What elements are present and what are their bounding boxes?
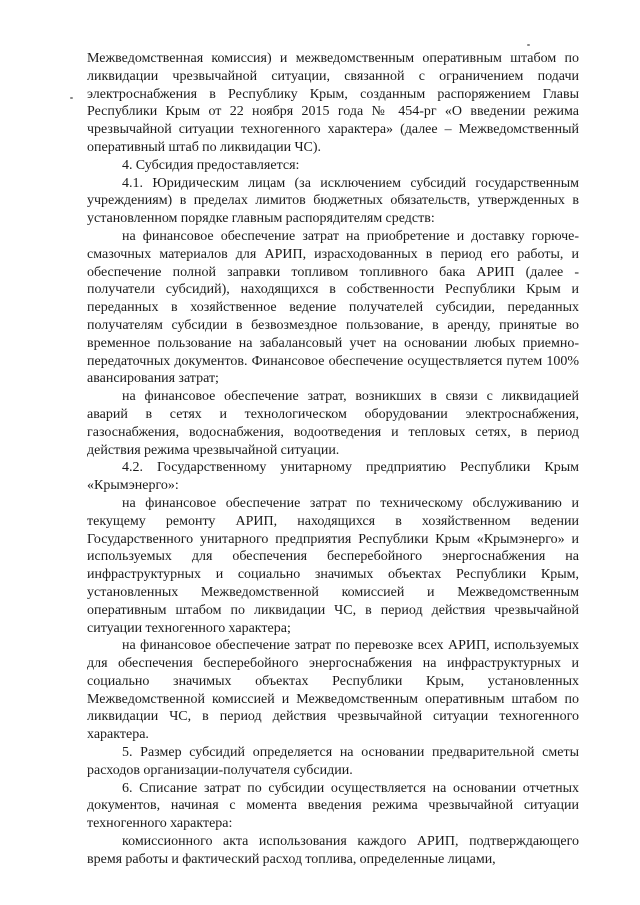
- paragraph-fuel-costs: на финансовое обеспечение затрат на приобретение и доставку горюче-смазочных материалов для АРИП, израсходованных в период его работы, и обеспечение полной заправки топливом топливного бака АРИП (далее - получатели субсидий), находящихся в собственности Республики Крым и переданных в хозяйственное ведение получателей субсидии, переданных получателям субсидии в безвозмездное пользование, в аренду, принятые во временное пользование на забалансовый учет на основании любых приемно-передаточных документов. Финансовое обеспечение осуществляется путем 100% авансирования затрат;: [87, 228, 579, 387]
- paragraph-accident-costs: на финансовое обеспечение затрат, возникших в связи с ликвидацией аварий в сетях и технологическом оборудовании электроснабжения, газоснабжения, водоснабжения, водоотведения и тепловых сетях, в период действия режима чрезвычайной ситуации.: [87, 389, 579, 458]
- paragraph-section-4-2: 4.2. Государственному унитарному предприятию Республики Крым «Крымэнерго»:: [87, 460, 579, 494]
- paragraph-commission-continuation: Межведомственная комиссия) и межведомственным оперативным штабом по ликвидации чрезвычайной ситуации, связанной с ограничением подачи электроснабжения в Республику Крым, созданным распоряжением Главы Республики Крым от 22 ноября 2015 года № 454-рг «О введении режима чрезвычайной ситуации техногенного характера» (далее – Межведомственный оперативный штаб по ликвидации ЧС).: [87, 51, 579, 155]
- paragraph-commission-act: комиссионного акта использования каждого АРИП, подтверждающего время работы и фактический расход топлива, определенные лицами,: [87, 834, 579, 867]
- paragraph-section-6: 6. Списание затрат по субсидии осуществляется на основании отчетных документов, начиная с момента введения режима чрезвычайной ситуации техногенного характера:: [87, 780, 579, 832]
- paragraph-section-5: 5. Размер субсидий определяется на основании предварительной сметы расходов организации-получателя субсидии.: [87, 745, 579, 778]
- paragraph-maintenance-costs: на финансовое обеспечение затрат по техническому обслуживанию и текущему ремонту АРИП, находящихся в хозяйственном ведении Государственного унитарного предприятия Республики Крым «Крымэнерго» и используемых для обеспечения бесперебойного энергоснабжения на инфраструктурных и социально значимых объектах Республики Крым, установленных Межведомственной комиссией и Межведомственным оперативным штабом по ликвидации ЧС, в период действия чрезвычайной ситуации техногенного характера;: [87, 495, 579, 636]
- scan-speck: [527, 44, 530, 46]
- document-page: [87, 50, 579, 869]
- scan-speck: [70, 97, 73, 99]
- paragraph-transport-costs: на финансовое обеспечение затрат по перевозке всех АРИП, используемых для обеспечения бесперебойного энергоснабжения на инфраструктурных и социально значимых объектах Республики Крым, установленных Межведомственной комиссией и Межведомственным оперативным штабом по ликвидации ЧС, в период действия чрезвычайной ситуации техногенного характера.: [87, 638, 579, 743]
- paragraph-section-4-1: 4.1. Юридическим лицам (за исключением субсидий государственным учреждениям) в пределах лимитов бюджетных обязательств, утвержденных в установленном порядке главным распорядителям средств:: [87, 175, 579, 227]
- paragraph-section-4: 4. Субсидия предоставляется:: [122, 157, 300, 173]
